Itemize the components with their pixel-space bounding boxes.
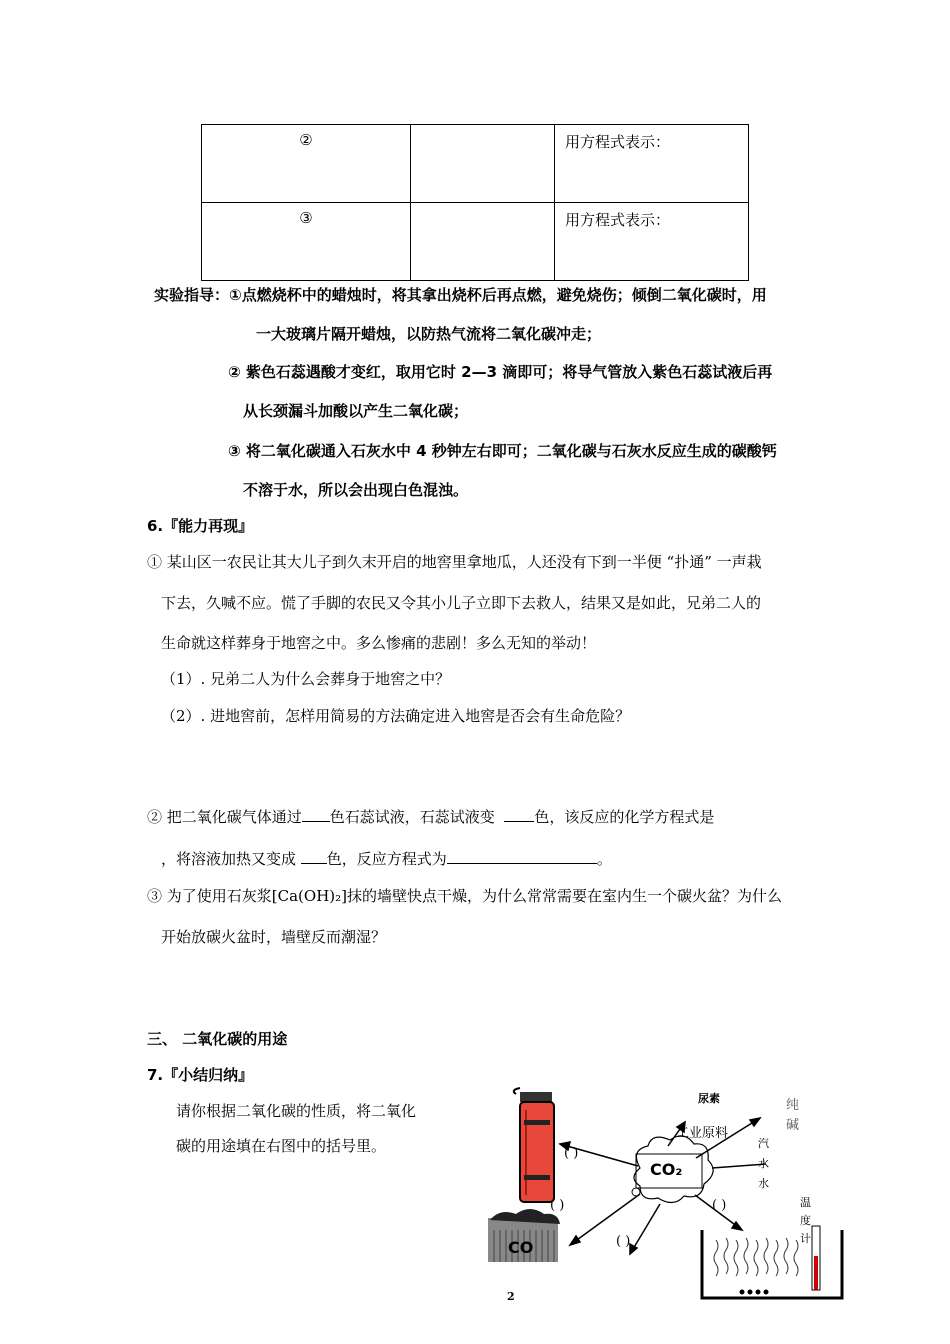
answer-parentheses[interactable]: ( ) — [564, 1146, 579, 1161]
co-label: CO — [508, 1238, 534, 1257]
blank[interactable] — [447, 849, 597, 864]
industrial-material-label: 工业原料 — [676, 1126, 729, 1141]
answer-parentheses[interactable]: ( ) — [616, 1234, 631, 1249]
fill-blank-line-2: ，将溶液加热又变成 色，反应方程式为 。 — [161, 850, 612, 868]
blank[interactable] — [301, 849, 327, 864]
section-3-title: 三、 二氧化碳的用途 — [147, 1030, 288, 1048]
question-2: （2）. 进地窖前，怎样用简易的方法确定进入地窖是否会有生命危险？ — [161, 707, 631, 725]
equation-label: 用方程式表示： — [565, 133, 671, 151]
answer-parentheses[interactable]: ( ) — [550, 1198, 565, 1213]
guide-line-4: 从长颈漏斗加酸以产生二氧化碳； — [243, 402, 469, 420]
summary-line-1: 请你根据二氧化碳的性质，将二氧化 — [176, 1102, 417, 1120]
thermometer-label: 温度计 — [800, 1196, 811, 1245]
table-row — [202, 125, 749, 203]
thermometer-icon — [812, 1226, 820, 1290]
experiment-table — [201, 124, 749, 281]
row-number: ③ — [299, 209, 313, 227]
page-number: 2 — [507, 1290, 515, 1303]
equation-label: 用方程式表示： — [565, 211, 671, 229]
section-6-title: 6.『能力再现』 — [147, 517, 254, 535]
soda-water-label: 汽水水 — [758, 1137, 769, 1190]
answer-parentheses[interactable]: ( ) — [712, 1198, 727, 1213]
question-3-line-1: ③ 为了使用石灰浆[Ca(OH)₂]抹的墙壁快点干燥，为什么常常需要在室内生一个碳火盆？为什么 — [147, 887, 782, 905]
story-line-2: 下去，久喊不应。慌了手脚的农民又令其小儿子立即下去救人，结果又是如此，兄弟二人的 — [161, 594, 762, 612]
fill-blank-line-1: ② 把二氧化碳气体通过 色石蕊试液，石蕊试液变 色，该反应的化学方程式是 — [147, 808, 715, 826]
soda-label: 纯碱 — [786, 1098, 800, 1133]
guide-line-6: 不溶于水，所以会出现白色混浊。 — [243, 481, 469, 499]
guide-line-1: 实验指导：①点燃烧杯中的蜡烛时，将其拿出烧杯后再点燃，避免烧伤；倾倒二氧化碳时，用 — [154, 286, 767, 304]
guide-line-2: 一大玻璃片隔开蜡烛，以防热气流将二氧化碳冲走； — [256, 325, 602, 343]
blank[interactable] — [504, 807, 534, 822]
story-line-3: 生命就这样葬身于地窖之中。多么惨痛的悲剧！多么无知的举动！ — [161, 634, 597, 652]
co2-label: CO₂ — [650, 1160, 683, 1179]
summary-line-2: 碳的用途填在右图中的括号里。 — [176, 1137, 387, 1155]
fire-extinguisher-icon — [514, 1088, 554, 1202]
row-number: ② — [299, 131, 313, 149]
question-3-line-2: 开始放碳火盆时，墙壁反而潮湿？ — [161, 928, 387, 946]
blank[interactable] — [302, 807, 330, 822]
guide-line-5: ③ 将二氧化碳通入石灰水中 4 秒钟左右即可；二氧化碳与石灰水反应生成的碳酸钙 — [228, 442, 777, 460]
co2-uses-diagram — [480, 1080, 860, 1310]
story-line-1: ① 某山区一农民让其大儿子到久末开启的地窖里拿地瓜，人还没有下到一半便 “扑通” 一声栽 — [147, 553, 762, 571]
section-7-title: 7.『小结归纳』 — [147, 1066, 254, 1084]
greenhouse-tray-icon — [702, 1230, 842, 1298]
question-1: （1）. 兄弟二人为什么会葬身于地窖之中？ — [161, 670, 451, 688]
table-row — [202, 203, 749, 281]
guide-line-3: ② 紫色石蕊遇酸才变红，取用它时 2—3 滴即可；将导气管放入紫色石蕊试液后再 — [228, 363, 773, 381]
urea-label: 尿素 — [698, 1092, 720, 1105]
